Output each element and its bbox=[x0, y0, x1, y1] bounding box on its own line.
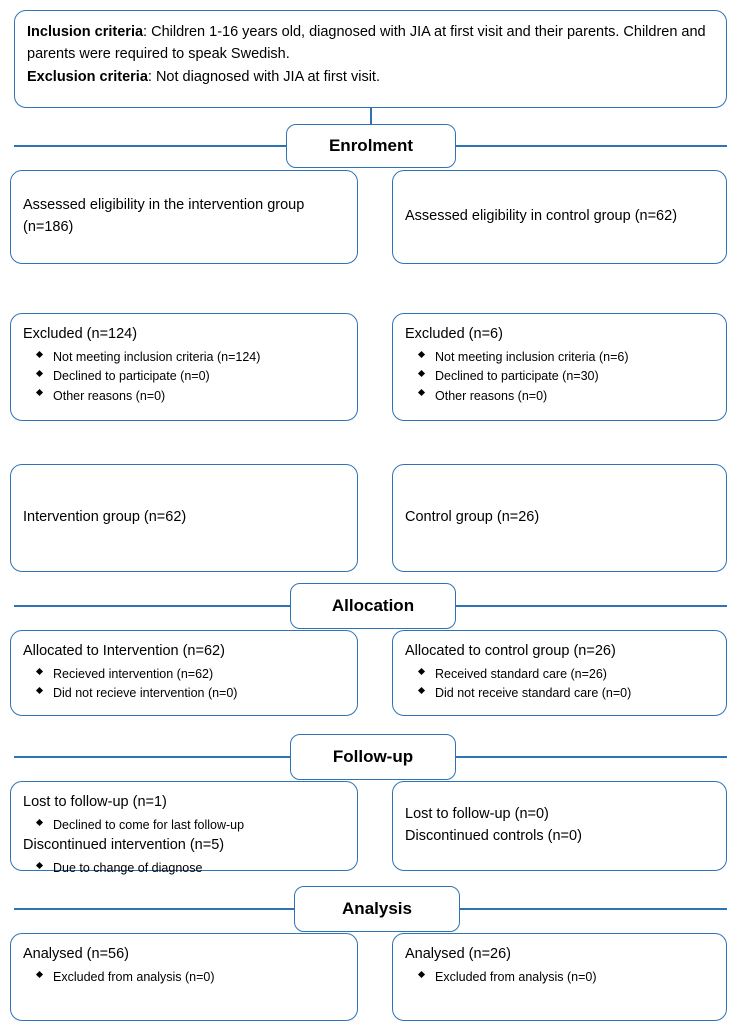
list-item-label: Did not receive standard care (n=0) bbox=[435, 686, 632, 701]
list-item-label: Received standard care (n=26) bbox=[435, 666, 607, 681]
stage-analysis-label: Analysis bbox=[342, 899, 412, 918]
diamond-bullet-icon bbox=[36, 687, 43, 694]
followup-control-discontinued: Discontinued controls (n=0) bbox=[405, 828, 582, 844]
list-item bbox=[419, 387, 714, 406]
list-item bbox=[419, 367, 714, 386]
stage-followup-label: Follow-up bbox=[332, 747, 414, 766]
excluded-intervention-box bbox=[10, 313, 358, 421]
followup-control-lost: Lost to follow-up (n=0) bbox=[405, 806, 549, 823]
stage-followup bbox=[290, 734, 456, 780]
diamond-bullet-icon bbox=[36, 818, 43, 825]
assessed-eligibility-intervention-text: Assessed eligibility in the intervention group (n=186) bbox=[23, 197, 305, 235]
exclusion-criteria-text: : Not diagnosed with JIA at first visit. bbox=[147, 68, 380, 85]
list-item bbox=[419, 684, 714, 703]
list-item-label: Due to change of diagnose bbox=[53, 860, 203, 875]
list-item-label: Not meeting inclusion criteria (n=6) bbox=[435, 349, 629, 364]
analysed-intervention-list bbox=[23, 968, 345, 987]
allocated-intervention-title: Allocated to Intervention (n=62) bbox=[23, 643, 225, 659]
list-item-label: Other reasons (n=0) bbox=[53, 388, 166, 403]
list-item-label: Excluded from analysis (n=0) bbox=[435, 969, 597, 984]
inclusion-criteria-label: Inclusion criteria bbox=[27, 24, 144, 40]
list-item bbox=[37, 367, 345, 386]
excluded-intervention-title: Excluded (n=124) bbox=[23, 326, 138, 342]
list-item-label: Other reasons (n=0) bbox=[435, 388, 548, 403]
list-item bbox=[37, 968, 345, 987]
stage-enrolment-label: Enrolment bbox=[328, 136, 414, 155]
excluded-control-box bbox=[392, 313, 727, 421]
diamond-bullet-icon bbox=[418, 667, 425, 674]
diamond-bullet-icon bbox=[36, 970, 43, 977]
allocated-control-list bbox=[405, 665, 714, 704]
diamond-bullet-icon bbox=[36, 667, 43, 674]
excluded-control-title: Excluded (n=6) bbox=[405, 326, 503, 342]
intervention-group-text: Intervention group (n=62) bbox=[23, 509, 187, 526]
followup-intervention-lost-list bbox=[23, 816, 345, 835]
diamond-bullet-icon bbox=[36, 389, 43, 396]
control-group-text: Control group (n=26) bbox=[405, 509, 540, 526]
assessed-eligibility-control-text: Assessed eligibility in control group (n=62) bbox=[405, 208, 678, 225]
stage-analysis bbox=[294, 886, 460, 932]
diamond-bullet-icon bbox=[418, 687, 425, 694]
intervention-group-box bbox=[10, 464, 358, 572]
excluded-intervention-list bbox=[23, 348, 345, 406]
list-item-label: Declined to participate (n=0) bbox=[53, 369, 210, 384]
list-item-label: Declined to participate (n=30) bbox=[435, 369, 599, 384]
list-item-label: Excluded from analysis (n=0) bbox=[53, 969, 215, 984]
list-item bbox=[37, 684, 345, 703]
control-group-box bbox=[392, 464, 727, 572]
allocated-control-box bbox=[392, 630, 727, 716]
diamond-bullet-icon bbox=[36, 350, 43, 357]
analysed-intervention-box bbox=[10, 933, 358, 1021]
list-item-label: Did not recieve intervention (n=0) bbox=[53, 686, 238, 701]
diamond-bullet-icon bbox=[36, 370, 43, 377]
list-item bbox=[37, 859, 345, 878]
assessed-eligibility-intervention-box bbox=[10, 170, 358, 264]
followup-intervention-lost: Lost to follow-up (n=1) bbox=[23, 794, 167, 810]
followup-intervention-discontinued-list bbox=[23, 859, 345, 878]
list-item-label: Not meeting inclusion criteria (n=124) bbox=[53, 349, 261, 364]
analysed-control-list bbox=[405, 968, 714, 987]
diamond-bullet-icon bbox=[418, 370, 425, 377]
excluded-control-list bbox=[405, 348, 714, 406]
list-item bbox=[37, 387, 345, 406]
exclusion-criteria-line bbox=[27, 66, 714, 88]
stage-allocation bbox=[290, 583, 456, 629]
allocated-intervention-box bbox=[10, 630, 358, 716]
criteria-box bbox=[14, 10, 727, 108]
diamond-bullet-icon bbox=[36, 862, 43, 869]
list-item bbox=[37, 348, 345, 367]
stage-enrolment bbox=[286, 124, 456, 168]
followup-intervention-box bbox=[10, 781, 358, 875]
list-item bbox=[37, 816, 345, 835]
list-item bbox=[37, 665, 345, 684]
inclusion-criteria-line bbox=[27, 21, 714, 66]
followup-intervention-discontinued: Discontinued intervention (n=5) bbox=[23, 837, 225, 854]
connector-criteria-enrolment bbox=[370, 108, 372, 124]
list-item bbox=[419, 665, 714, 684]
list-item-label: Declined to come for last follow-up bbox=[53, 817, 245, 832]
assessed-eligibility-control-box bbox=[392, 170, 727, 264]
list-item bbox=[419, 348, 714, 367]
analysed-control-box bbox=[392, 933, 727, 1021]
diamond-bullet-icon bbox=[418, 389, 425, 396]
allocated-intervention-list bbox=[23, 665, 345, 704]
analysed-control-title: Analysed (n=26) bbox=[405, 946, 511, 962]
followup-control-box bbox=[392, 781, 727, 871]
allocated-control-title: Allocated to control group (n=26) bbox=[405, 643, 616, 659]
list-item-label: Recieved intervention (n=62) bbox=[53, 666, 214, 681]
stage-allocation-label: Allocation bbox=[331, 596, 415, 615]
analysed-intervention-title: Analysed (n=56) bbox=[23, 946, 129, 962]
list-item bbox=[419, 968, 714, 987]
exclusion-criteria-label: Exclusion criteria bbox=[27, 68, 148, 85]
inclusion-criteria-text: : Children 1-16 years old, diagnosed with JIA at first visit and their parents. Children and parents were required to speak Swedish. bbox=[27, 24, 706, 63]
diamond-bullet-icon bbox=[418, 350, 425, 357]
diamond-bullet-icon bbox=[418, 970, 425, 977]
